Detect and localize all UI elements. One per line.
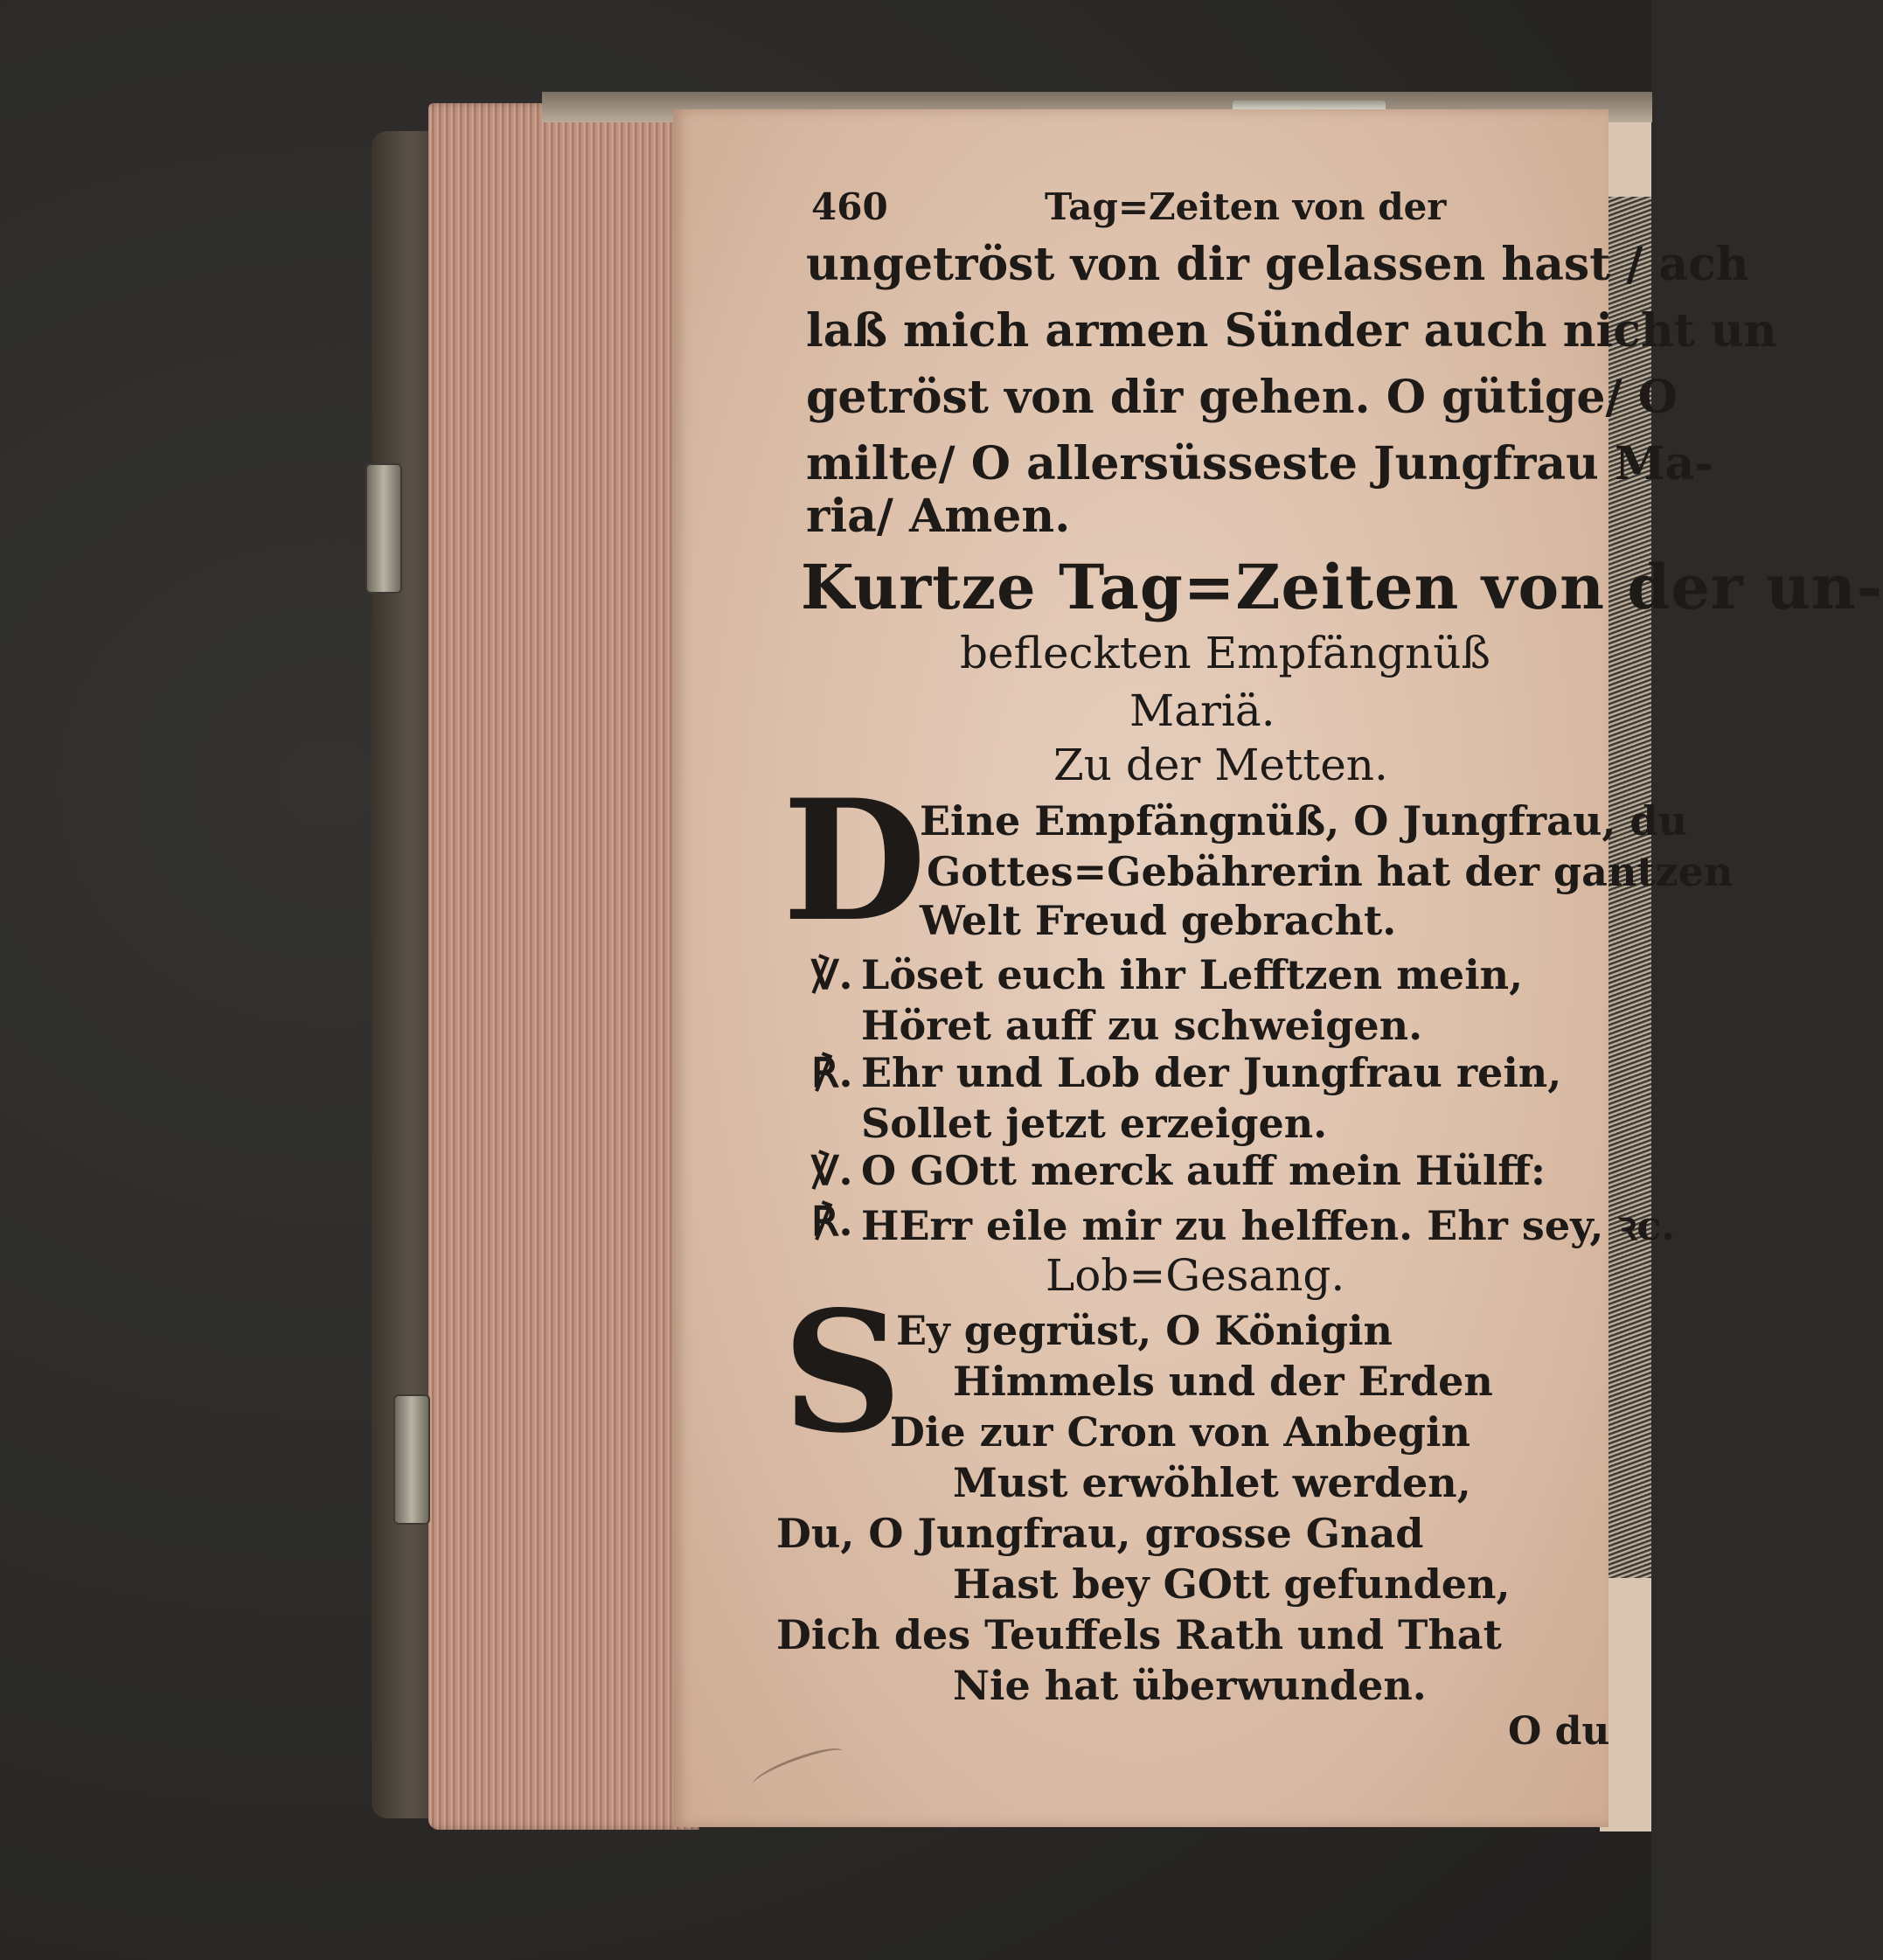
versicle-symbol: ℣. [811, 951, 853, 998]
text-line: getröst von dir gehen. O gütige/ O [806, 371, 1678, 424]
versicle-line: Höret auff zu schweigen. [861, 1002, 1423, 1049]
hymn-line: Du, O Jungfrau, grosse Gnad [776, 1510, 1424, 1557]
catchword: O du [1508, 1709, 1610, 1754]
versicle-line: Ehr und Lob der Jungfrau rein, [861, 1049, 1562, 1096]
page-edges [428, 103, 699, 1830]
verse-line: Welt Freud gebracht. [920, 897, 1397, 944]
drop-capital: D [782, 763, 927, 958]
text-line: ria/ Amen. [806, 490, 1071, 543]
response-symbol: ℟. [811, 1198, 853, 1245]
verse-line: Eine Empfängnüß, O Jungfrau, du [920, 797, 1688, 844]
text-line: milte/ O allersüsseste Jungfrau Ma- [806, 437, 1713, 490]
text-line: ungetröst von dir gelassen hast / ach [806, 238, 1749, 291]
versicle-line: HErr eile mir zu helffen. Ehr sey, ꝛc. [861, 1202, 1676, 1249]
hymn-line: Nie hat überwunden. [953, 1662, 1427, 1709]
clasp-upper [365, 463, 402, 594]
page-number: 460 [811, 185, 888, 228]
heading-subline: befleckten Empfängnüß [960, 628, 1490, 678]
section-title: Lob=Gesang. [1046, 1250, 1345, 1301]
drop-capital: S [782, 1275, 903, 1470]
hymn-line: Die zur Cron von Anbegin [890, 1408, 1470, 1456]
hymn-line: Ey gegrüst, O Königin [896, 1307, 1393, 1354]
versicle-line: Sollet jetzt erzeigen. [861, 1100, 1328, 1147]
response-symbol: ℟. [811, 1049, 853, 1096]
hymn-line: Hast bey GOtt gefunden, [953, 1560, 1511, 1608]
text-line: laß mich armen Sünder auch nicht un [806, 304, 1777, 358]
clasp-lower [393, 1394, 430, 1525]
section-heading: Kurtze Tag=Zeiten von der un- [801, 551, 1883, 623]
hymn-line: Must erwöhlet werden, [953, 1459, 1471, 1506]
section-title: Zu der Metten. [1053, 740, 1388, 790]
versicle-line: Löset euch ihr Lefftzen mein, [861, 951, 1524, 998]
hymn-line: Dich des Teuffels Rath und That [776, 1611, 1502, 1658]
running-head: Tag=Zeiten von der [1045, 185, 1447, 228]
verse-line: Gottes=Gebährerin hat der gantzen [927, 848, 1734, 895]
heading-subline: Mariä. [1129, 685, 1275, 736]
hymn-line: Himmels und der Erden [953, 1358, 1493, 1405]
versicle-symbol: ℣. [811, 1147, 853, 1194]
versicle-line: O GOtt merck auff mein Hülff: [861, 1147, 1546, 1194]
